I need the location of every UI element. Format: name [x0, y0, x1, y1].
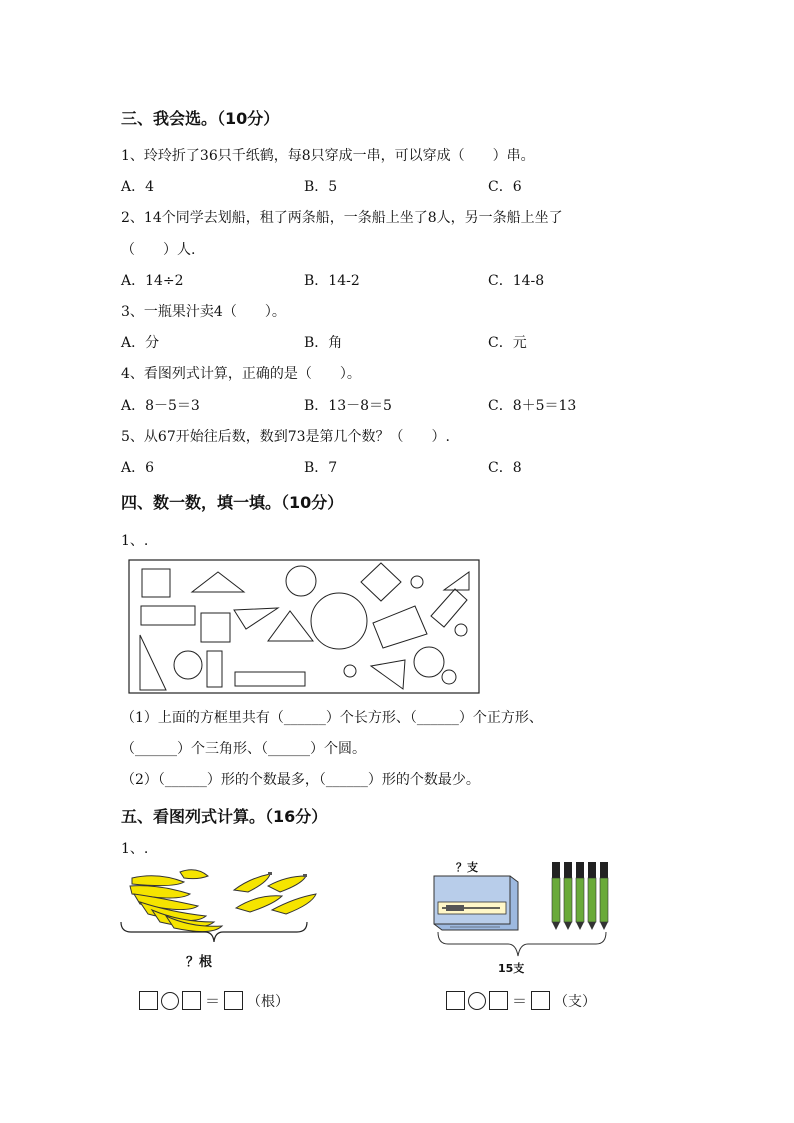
- left-brace: [119, 920, 309, 944]
- rectangle-shape: [431, 589, 467, 627]
- circle-shape: [311, 593, 367, 649]
- pencil-box-illustration: [430, 872, 520, 934]
- section4-line1: （1）上面的方框里共有（______）个长方形、（______）个正方形、: [121, 710, 543, 726]
- q5-option-a: A．6: [121, 460, 155, 476]
- circle-shape: [344, 665, 356, 677]
- circle-shape: [414, 647, 444, 677]
- circle-shape: [286, 566, 316, 596]
- square-shape: [201, 613, 230, 642]
- answer-box[interactable]: [182, 991, 201, 1010]
- triangle-shape: [192, 572, 244, 592]
- q1-option-c: C．6: [488, 179, 522, 195]
- triangle-shape: [234, 608, 278, 629]
- square-shape: [361, 563, 401, 601]
- question-2-text: 2、14个同学去划船，租了两条船，一条船上坐了8人，另一条船上坐了: [121, 210, 563, 226]
- shapes-frame: [129, 560, 479, 693]
- circle-shape: [174, 651, 202, 679]
- q3-option-a: A．分: [121, 335, 160, 351]
- q1-option-b: B．5: [304, 179, 338, 195]
- section4-title: 四、数一数，填一填。（10分）: [121, 493, 344, 512]
- q2-option-a: A．14÷2: [121, 273, 184, 289]
- pencils-illustration: [548, 860, 614, 932]
- q3-option-c: C．元: [488, 335, 527, 351]
- pencil-icon: [576, 862, 584, 930]
- pencil-icon: [600, 862, 608, 930]
- rectangle-shape: [373, 606, 427, 648]
- q5-option-c: C．8: [488, 460, 522, 476]
- q5-option-b: B．7: [304, 460, 338, 476]
- square-shape: [142, 569, 170, 597]
- banana-stem: [268, 872, 272, 875]
- operator-circle[interactable]: [161, 992, 179, 1010]
- q3-option-b: B．角: [304, 335, 343, 351]
- left-brace-label: ？根: [186, 955, 213, 970]
- q4-option-a: A．8－5＝3: [121, 398, 200, 414]
- q4-option-b: B．13－8＝5: [304, 398, 392, 414]
- banana-shape: [132, 876, 184, 886]
- triangle-shape: [268, 611, 313, 641]
- section3-title: 三、我会选。（10分）: [121, 109, 280, 128]
- banana-shape: [180, 870, 208, 879]
- answer-box[interactable]: [489, 991, 508, 1010]
- q2-option-b: B．14-2: [304, 273, 360, 289]
- question-3-text: 3、一瓶果汁卖4（ ）。: [121, 304, 286, 320]
- right-brace: [436, 930, 608, 958]
- pencil-icon: [552, 862, 560, 930]
- equals-sign: ＝: [512, 992, 528, 1010]
- question-4-text: 4、看图列式计算，正确的是（ ）。: [121, 366, 361, 382]
- pencil-icon: [588, 862, 596, 930]
- circle-shape: [442, 670, 456, 684]
- banana-stem: [303, 874, 307, 877]
- banana-shape: [268, 876, 306, 892]
- banana-shape: [234, 874, 270, 892]
- unit-label: （根）: [247, 993, 290, 1010]
- left-formula: [139, 990, 289, 1011]
- section5-q1-label: 1、.: [121, 841, 149, 857]
- pencil-icon: [564, 862, 572, 930]
- triangle-shape: [444, 572, 469, 590]
- section5-title: 五、看图列式计算。（16分）: [121, 807, 328, 826]
- section4-line3: （2）（______）形的个数最多，（______）形的个数最少。: [121, 772, 480, 788]
- question-5-text: 5、从67开始往后数，数到73是第几个数？（ ）.: [121, 429, 450, 445]
- rectangle-shape: [207, 651, 222, 687]
- shapes-figure: [128, 559, 480, 694]
- answer-box[interactable]: [531, 991, 550, 1010]
- equals-sign: ＝: [205, 992, 221, 1010]
- circle-shape: [411, 576, 423, 588]
- operator-circle[interactable]: [468, 992, 486, 1010]
- right-brace-label: 15支: [498, 962, 525, 975]
- q2-option-c: C．14-8: [488, 273, 545, 289]
- section4-q1-label: 1、.: [121, 533, 149, 549]
- q1-option-a: A．4: [121, 179, 155, 195]
- section4-line2: （______）个三角形、（______）个圆。: [121, 741, 366, 757]
- question-2-text-cont: （ ）人.: [121, 242, 196, 258]
- circle-shape: [455, 624, 467, 636]
- question-1-text: 1、玲玲折了36只千纸鹤，每8只穿成一串，可以穿成（ ）串。: [121, 148, 535, 164]
- right-formula: [446, 990, 596, 1011]
- q4-option-c: C．8＋5＝13: [488, 398, 577, 414]
- triangle-shape: [371, 660, 405, 689]
- answer-box[interactable]: [446, 991, 465, 1010]
- triangle-shape: [140, 635, 166, 690]
- pencil-box-label: ？支: [456, 861, 478, 874]
- rectangle-shape: [141, 606, 195, 625]
- unit-label: （支）: [554, 993, 597, 1010]
- answer-box[interactable]: [224, 991, 243, 1010]
- rectangle-shape: [235, 672, 305, 686]
- answer-box[interactable]: [139, 991, 158, 1010]
